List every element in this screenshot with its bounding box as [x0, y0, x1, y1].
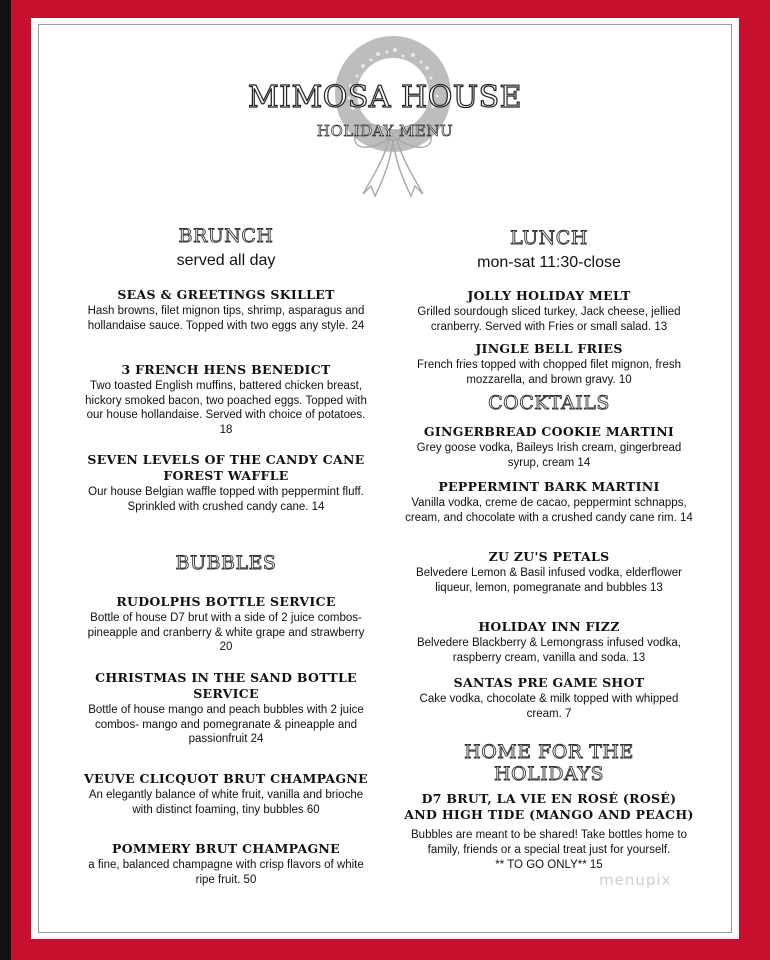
item-name: POMMERY BRUT CHAMPAGNE — [112, 841, 340, 856]
item-desc: Bubbles are meant to be shared! Take bottles home to family, friends or a special treat just for yourself. — [411, 829, 687, 856]
lunch-heading: LUNCH — [510, 227, 588, 249]
home-section — [404, 741, 694, 785]
item-note: ** TO GO ONLY** 15 — [495, 859, 603, 871]
menu-item — [404, 479, 694, 525]
item-desc: Grey goose vodka, Baileys Irish cream, gingerbread syrup, cream 14 — [416, 442, 682, 469]
watermark-logo: menupix — [599, 871, 672, 889]
item-desc: Cake vodka, chocolate & milk topped with whipped cream. 7 — [419, 693, 679, 720]
menu-item — [81, 452, 371, 514]
lunch-subheading: mon-sat 11:30-close — [477, 254, 621, 271]
item-name: JOLLY HOLIDAY MELT — [467, 288, 631, 303]
item-desc: Our house Belgian waffle topped with peppermint fluff. Sprinkled with crushed candy cane. 14 — [88, 486, 364, 513]
menu-sheet — [31, 18, 739, 939]
item-desc: Belvedere Blackberry & Lemongrass infused vodka, raspberry cream, vanilla and soda. 13 — [416, 637, 681, 664]
menu-item — [404, 791, 694, 873]
item-desc: Two toasted English muffins, battered chicken breast, hickory smoked bacon, two poached eggs. Topped with our house hollandaise. Served with choice of potatoes. 18 — [85, 380, 367, 436]
left-edge-strip — [0, 0, 11, 960]
cocktails-section — [404, 392, 694, 414]
home-heading-line2: HOLIDAYS — [493, 763, 604, 785]
bubbles-section — [81, 552, 371, 574]
menu-item — [404, 675, 694, 721]
item-name: SEAS & GREETINGS SKILLET — [117, 287, 335, 302]
menu-item — [81, 287, 371, 333]
brunch-section — [81, 225, 371, 271]
item-name: SEVEN LEVELS OF THE CANDY CANE FOREST WAFFLE — [87, 452, 365, 483]
bubbles-heading: BUBBLES — [175, 552, 277, 574]
item-name: 3 FRENCH HENS BENEDICT — [121, 362, 331, 377]
item-desc: An elegantly balance of white fruit, vanilla and brioche with distinct foaming, tiny bubbles 60 — [88, 789, 364, 816]
menu-item — [404, 549, 694, 595]
item-name: SANTAS PRE GAME SHOT — [453, 675, 645, 690]
item-name: D7 BRUT, LA VIE EN ROSÉ (ROSÉ) AND HIGH TIDE (MANGO AND PEACH) — [404, 791, 694, 822]
item-name: ZU ZU'S PETALS — [488, 549, 610, 564]
item-name: HOLIDAY INN FIZZ — [478, 619, 620, 634]
item-desc: Grilled sourdough sliced turkey, Jack cheese, jellied cranberry. Served with Fries or small salad. 13 — [417, 306, 681, 333]
menu-title: MIMOSA HOUSE — [247, 80, 523, 115]
lunch-section — [404, 227, 694, 273]
item-name: JINGLE BELL FRIES — [475, 341, 623, 356]
menu-item — [81, 841, 371, 887]
menu-subtitle: HOLIDAY MENU — [316, 122, 454, 140]
item-name: RUDOLPHS BOTTLE SERVICE — [116, 594, 336, 609]
item-desc: Hash browns, filet mignon tips, shrimp, asparagus and hollandaise sauce. Topped with two eggs any style. 24 — [87, 305, 365, 332]
home-heading-line1: HOME FOR THE — [464, 741, 634, 763]
item-desc: Bottle of house D7 brut with a side of 2 juice combos- pineapple and cranberry & white grape and strawberry 20 — [87, 612, 365, 653]
item-name: PEPPERMINT BARK MARTINI — [438, 479, 660, 494]
menu-item — [81, 771, 371, 817]
item-desc: a fine, balanced champagne with crisp flavors of white ripe fruit. 50 — [88, 859, 364, 886]
menu-item — [404, 341, 694, 387]
item-name: CHRISTMAS IN THE SAND BOTTLE SERVICE — [95, 670, 357, 701]
item-name: VEUVE CLICQUOT BRUT CHAMPAGNE — [84, 771, 368, 786]
brunch-heading: BRUNCH — [178, 225, 274, 247]
brunch-subheading: served all day — [176, 252, 276, 269]
menu-item — [81, 594, 371, 655]
item-desc: Belvedere Lemon & Basil infused vodka, elderflower liqueur, lemon, pomegranate and bubbles 13 — [416, 567, 682, 594]
item-desc: Bottle of house mango and peach bubbles with 2 juice combos- mango and pomegranate & pineapple and passionfruit 24 — [88, 704, 364, 745]
item-name: GINGERBREAD COOKIE MARTINI — [423, 424, 675, 439]
menu-item — [404, 288, 694, 334]
menu-item — [404, 619, 694, 665]
menu-item — [404, 424, 694, 470]
menu-item — [81, 362, 371, 437]
wreath-icon — [333, 36, 453, 206]
cocktails-heading: COCKTAILS — [488, 392, 610, 414]
item-desc: French fries topped with chopped filet mignon, fresh mozzarella, and brown gravy. 10 — [416, 359, 681, 386]
item-desc: Vanilla vodka, creme de cacao, peppermint schnapps, cream, and chocolate with a crushed candy cane rim. 14 — [405, 497, 693, 524]
menu-item — [81, 670, 371, 747]
